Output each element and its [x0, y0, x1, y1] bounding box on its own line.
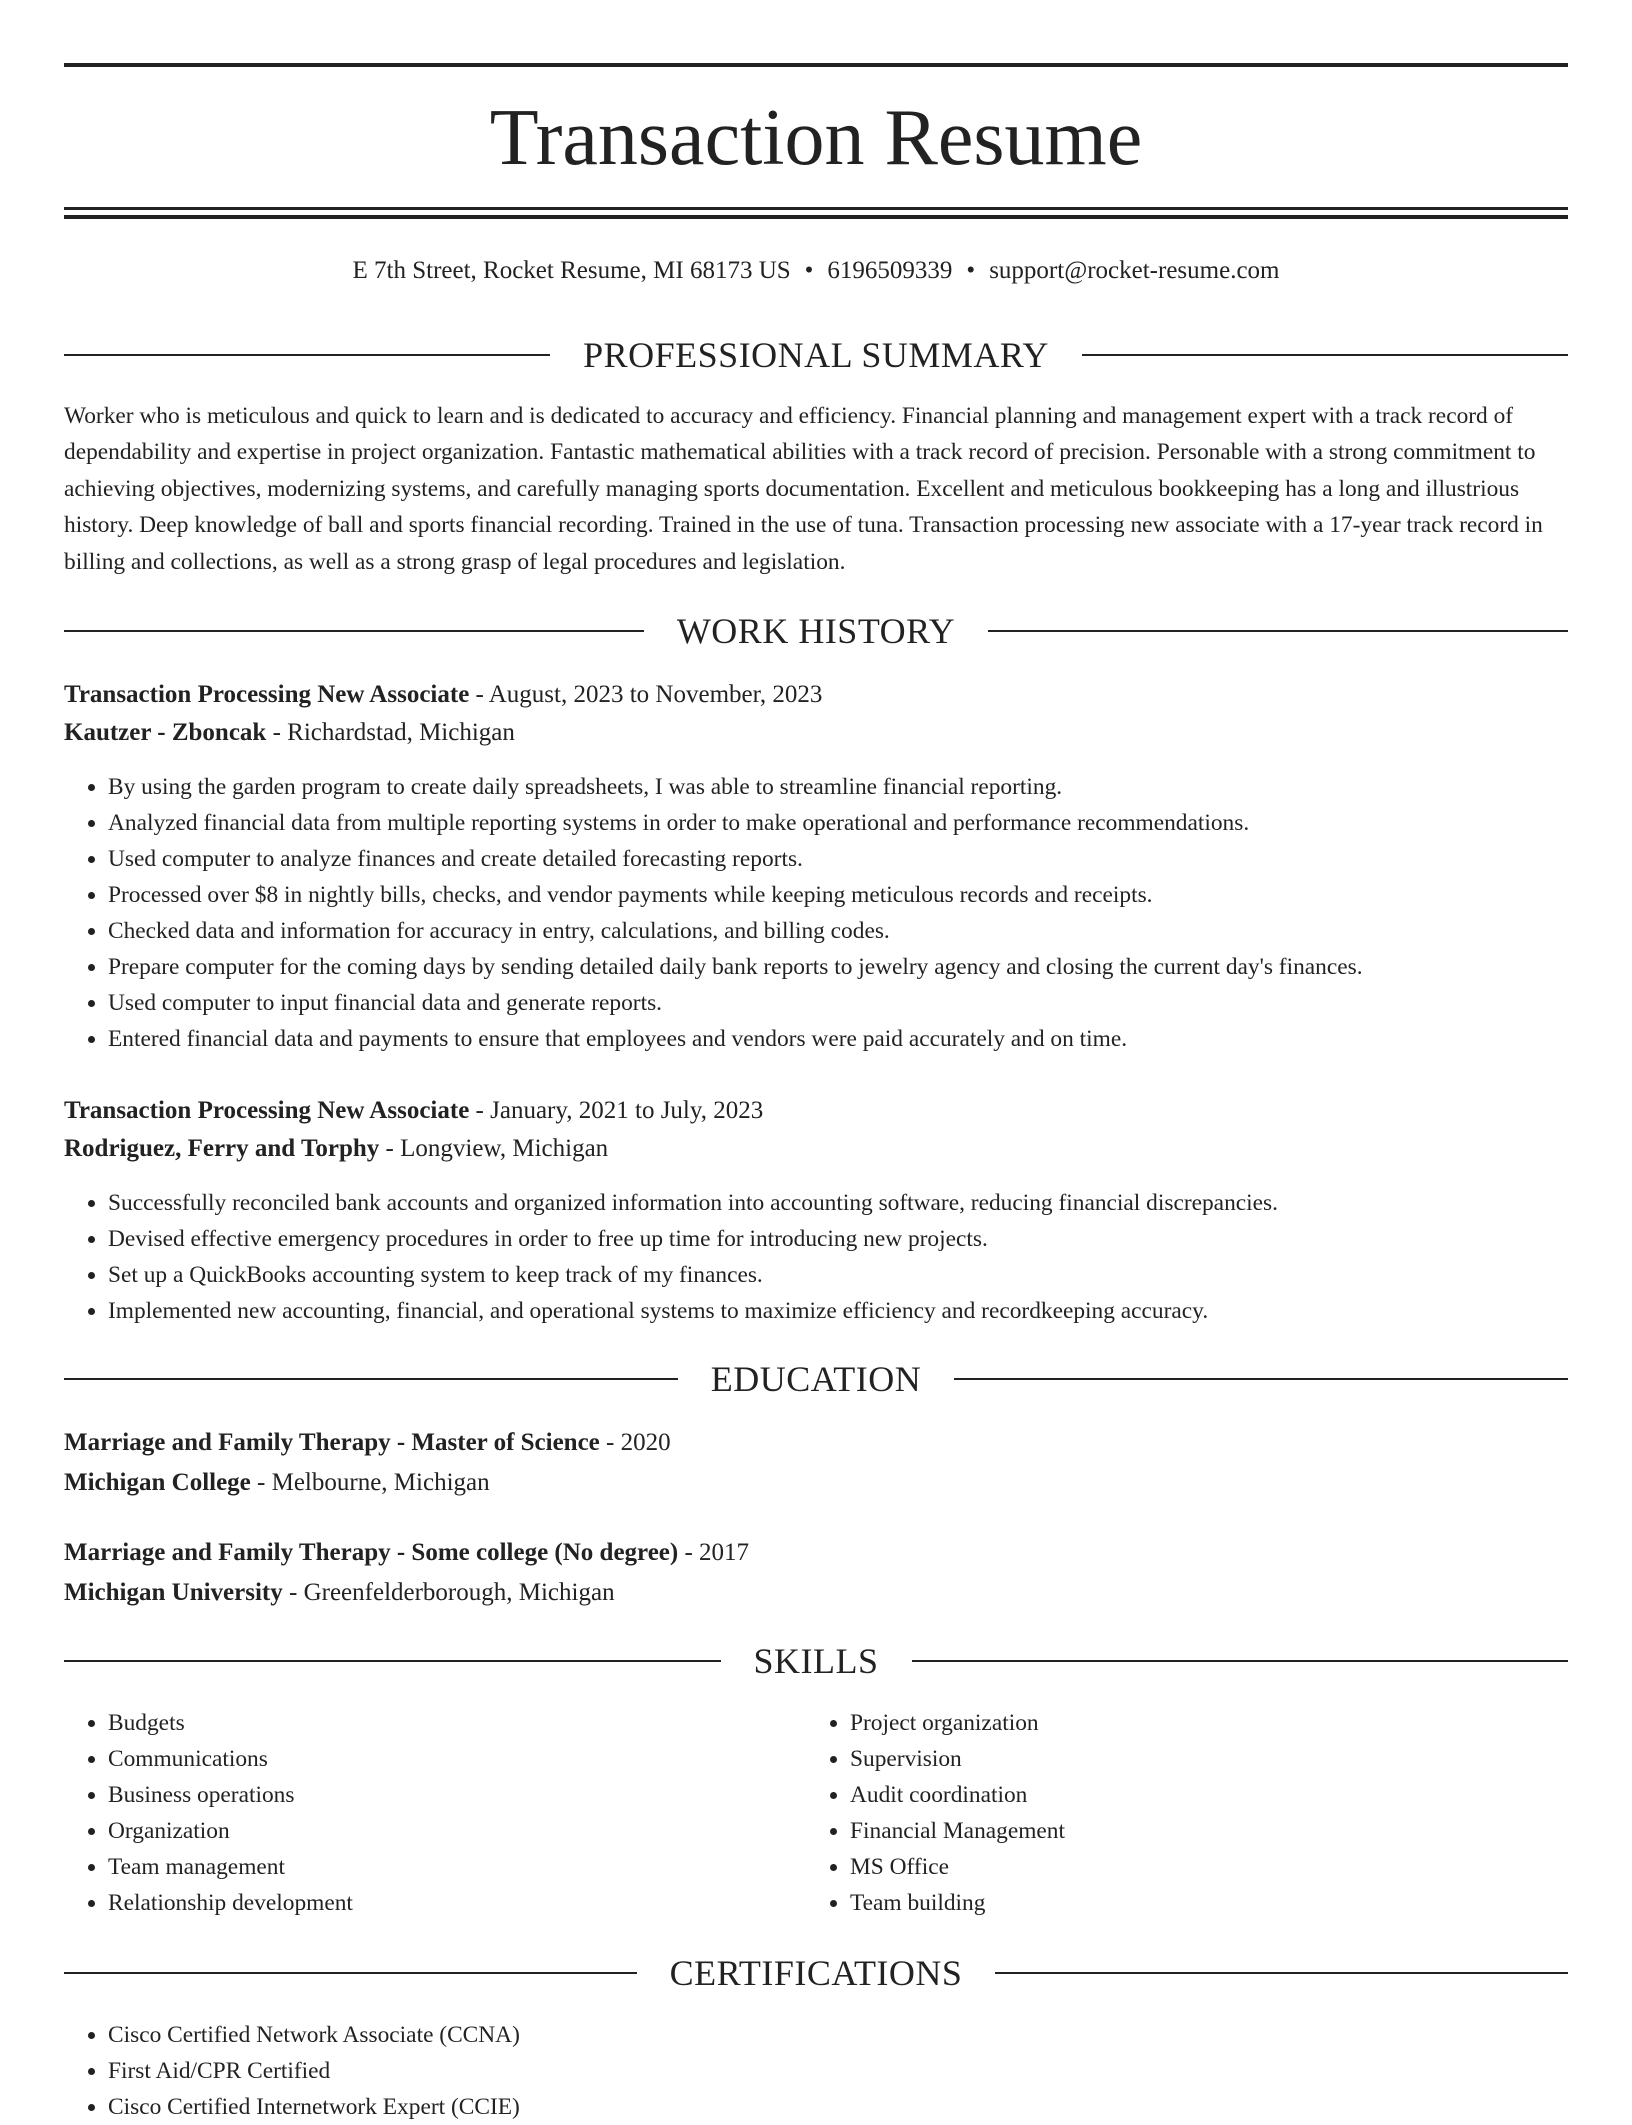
heading-rule [954, 1378, 1568, 1380]
section-title: SKILLS [753, 1641, 879, 1681]
education-degree-line [64, 1425, 1568, 1461]
list-item: • Implemented new accounting, financial, and operational systems to maximize efficiency and recordkeeping accuracy. [108, 1293, 1568, 1329]
education-school-line [64, 1465, 1568, 1501]
list-item: • Devised effective emergency procedures in order to free up time for introducing new projects. [108, 1221, 1568, 1257]
job-company-line [64, 1131, 1568, 1167]
list-item: • Entered financial data and payments to ensure that employees and vendors were paid accurately and on time. [108, 1021, 1568, 1057]
job-dates: - January, 2021 to July, 2023 [469, 1097, 764, 1124]
header-bottom-rule-upper [64, 207, 1568, 210]
job-bullet-list [64, 1185, 1568, 1329]
list-item: • Used computer to analyze finances and create detailed forecasting reports. [108, 841, 1568, 877]
skill-item: • Budgets [108, 1705, 808, 1741]
certification-item: • Cisco Certified Internetwork Expert (CCIE) [108, 2089, 1568, 2125]
education-school-line [64, 1575, 1568, 1611]
certification-item: • Cisco Certified Network Associate (CCNA) [108, 2017, 1568, 2053]
job-title: Transaction Processing New Associate [64, 1097, 470, 1124]
resume-title: Transaction Resume [489, 94, 1143, 182]
skill-item: • MS Office [850, 1849, 1550, 1885]
skill-item: • Business operations [108, 1777, 808, 1813]
education-year: - 2017 [678, 1539, 750, 1566]
education-location: - Greenfelderborough, Michigan [282, 1579, 615, 1606]
heading-rule [912, 1660, 1569, 1662]
skill-item: • Financial Management [850, 1813, 1550, 1849]
job-title-line [64, 677, 1568, 713]
section-title: EDUCATION [710, 1359, 922, 1399]
list-item: • Used computer to input financial data and generate reports. [108, 985, 1568, 1021]
section-heading-education [64, 1357, 1568, 1401]
job-company: Rodriguez, Ferry and Torphy [64, 1135, 380, 1162]
job-location: - Richardstad, Michigan [266, 719, 515, 746]
contact-email: support@rocket-resume.com [989, 257, 1280, 284]
section-heading-work-history [64, 609, 1568, 653]
contact-separator: • [804, 257, 814, 284]
job-title-line [64, 1093, 1568, 1129]
heading-rule [64, 354, 550, 356]
heading-rule [988, 630, 1568, 632]
header-bottom-rule-lower [64, 215, 1568, 219]
section-heading-skills [64, 1639, 1568, 1683]
job-bullet-list [64, 769, 1568, 1057]
skill-item: • Supervision [850, 1741, 1550, 1777]
list-item: • Analyzed financial data from multiple reporting systems in order to make operational and performance recommendations. [108, 805, 1568, 841]
contact-separator: • [966, 257, 976, 284]
job-title: Transaction Processing New Associate [64, 681, 470, 708]
skill-item: • Project organization [850, 1705, 1550, 1741]
education-school: Michigan College [64, 1469, 251, 1496]
certifications-list [64, 2017, 1568, 2125]
list-item: • Prepare computer for the coming days by sending detailed daily bank reports to jewelry agency and closing the current day's finances. [108, 949, 1568, 985]
skill-item: • Team management [108, 1849, 808, 1885]
heading-rule [64, 1660, 721, 1662]
list-item: • Checked data and information for accuracy in entry, calculations, and billing codes. [108, 913, 1568, 949]
skill-item: • Communications [108, 1741, 808, 1777]
job-location: - Longview, Michigan [379, 1135, 609, 1162]
contact-phone: 6196509339 [827, 257, 953, 284]
skill-item: • Organization [108, 1813, 808, 1849]
skill-item: • Team building [850, 1885, 1550, 1921]
heading-rule [64, 630, 644, 632]
list-item: • By using the garden program to create daily spreadsheets, I was able to streamline financial reporting. [108, 769, 1568, 805]
heading-rule [1082, 354, 1568, 356]
education-school: Michigan University [64, 1579, 283, 1606]
contact-address: E 7th Street, Rocket Resume, MI 68173 US [352, 257, 791, 284]
job-company: Kautzer - Zboncak [64, 719, 267, 746]
skill-item: • Audit coordination [850, 1777, 1550, 1813]
section-title: WORK HISTORY [676, 611, 956, 651]
list-item: • Processed over $8 in nightly bills, checks, and vendor payments while keeping meticulous records and receipts. [108, 877, 1568, 913]
section-title: CERTIFICATIONS [669, 1953, 963, 1993]
education-year: - 2020 [599, 1429, 671, 1456]
header-top-rule [64, 63, 1568, 67]
section-heading-certifications [64, 1951, 1568, 1995]
heading-rule [995, 1972, 1568, 1974]
heading-rule [64, 1972, 637, 1974]
skills-list-right [806, 1705, 1550, 1921]
section-title: PROFESSIONAL SUMMARY [583, 335, 1049, 375]
list-item: • Successfully reconciled bank accounts and organized information into accounting software, reducing financial discrepancies. [108, 1185, 1568, 1221]
section-heading-summary [64, 333, 1568, 377]
education-degree: Marriage and Family Therapy - Master of Science [64, 1429, 600, 1456]
heading-rule [64, 1378, 678, 1380]
education-degree: Marriage and Family Therapy - Some college (No degree) [64, 1539, 679, 1566]
education-location: - Melbourne, Michigan [250, 1469, 490, 1496]
job-dates: - August, 2023 to November, 2023 [469, 681, 823, 708]
education-degree-line [64, 1535, 1568, 1571]
contact-line [64, 254, 1568, 288]
skills-list-left [64, 1705, 808, 1921]
list-item: • Set up a QuickBooks accounting system to keep track of my finances. [108, 1257, 1568, 1293]
certification-item: • First Aid/CPR Certified [108, 2053, 1568, 2089]
job-company-line [64, 715, 1568, 751]
skill-item: • Relationship development [108, 1885, 808, 1921]
summary-text: Worker who is meticulous and quick to learn and is dedicated to accuracy and efficiency. Financial planning and management expert with a track record of dependability and expertise in project organization. Fantastic mathematical abilities with a track record of precision. Personable with a strong commitment to achieving objectives, modernizing systems, and carefully managing sports documentation. Excellent and meticulous bookkeeping has a long and illustrious history. Deep knowledge of ball and sports financial recording. Trained in the use of tuna. Transaction processing new associate with a 17-year track record in billing and collections, as well as a strong grasp of legal procedures and legislation. [64, 403, 1543, 575]
